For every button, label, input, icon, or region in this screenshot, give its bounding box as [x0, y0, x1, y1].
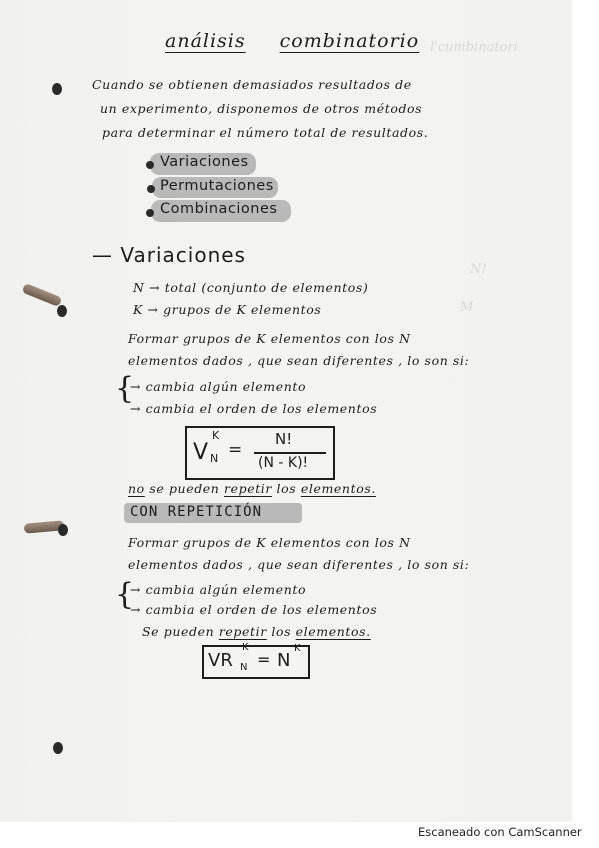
- intro-line-1: Cuando se obtienen demasiados resultados de: [92, 77, 412, 92]
- definition-n: N → total (conjunto de elementos): [133, 280, 369, 295]
- brace: {: [115, 371, 135, 406]
- binder-hole: [52, 83, 62, 95]
- variaciones-note: [128, 481, 376, 496]
- bullet-point: [147, 185, 155, 193]
- intro-line-3: para determinar el número total de resultados.: [102, 125, 429, 140]
- section-heading-variaciones: — Variaciones: [92, 243, 246, 267]
- note-text: los: [266, 624, 296, 639]
- fraction-bar: [254, 452, 326, 454]
- variaciones-condition-2: → cambia el orden de los elementos: [130, 401, 378, 416]
- scanner-watermark: Escaneado con CamScanner: [418, 825, 582, 839]
- variaciones-desc-line-2: elementos dados , que sean diferentes , lo son si:: [128, 353, 470, 368]
- repeticion-condition-2: → cambia el orden de los elementos: [130, 602, 378, 617]
- formula-vr-rhs-sup: K: [294, 643, 301, 654]
- note-text: Se pueden: [142, 624, 219, 639]
- note-repetir: repetir: [218, 624, 267, 639]
- formula-v-denominator: (N - K)!: [258, 455, 309, 471]
- formula-v-numerator: N!: [275, 430, 293, 448]
- bleed-through-mark: l'cumbinatori: [430, 40, 518, 55]
- formula-v-sub: N: [210, 452, 219, 465]
- definition-k: K → grupos de K elementos: [133, 302, 322, 317]
- binder-hole: [58, 524, 68, 536]
- formula-v-sup: K: [212, 429, 220, 442]
- section-heading-con-repeticion: CON REPETICIÓN: [130, 504, 263, 520]
- formula-vr-base: VR: [208, 650, 233, 671]
- formula-v-equals: =: [228, 440, 243, 460]
- note-text: se pueden: [144, 481, 225, 496]
- repeticion-note: [142, 624, 371, 639]
- binder-ring: [22, 283, 63, 307]
- bleed-through-mark: M: [460, 300, 474, 315]
- method-variaciones: Variaciones: [160, 154, 249, 170]
- variaciones-desc-line-1: Formar grupos de K elementos con los N: [128, 331, 411, 346]
- note-no: no: [128, 481, 145, 496]
- binder-hole: [57, 305, 67, 317]
- formula-v-base: V: [193, 440, 209, 465]
- page-title: [165, 30, 419, 52]
- repeticion-condition-1: → cambia algún elemento: [130, 582, 307, 597]
- formula-vr-sub: N: [240, 662, 248, 673]
- note-elementos: elementos.: [295, 624, 371, 639]
- repeticion-desc-line-2: elementos dados , que sean diferentes , lo son si:: [128, 557, 470, 572]
- intro-line-2: un experimento, disponemos de otros métodos: [100, 101, 423, 116]
- binder-hole: [53, 742, 63, 754]
- note-text: los: [271, 481, 301, 496]
- note-elementos: elementos.: [300, 481, 376, 496]
- bullet-point: [146, 209, 154, 217]
- title-word-1: análisis: [165, 30, 246, 52]
- bleed-through-mark: N!: [470, 262, 487, 277]
- method-combinaciones: Combinaciones: [160, 201, 278, 217]
- formula-vr-rhs: N: [277, 650, 291, 671]
- repeticion-desc-line-1: Formar grupos de K elementos con los N: [128, 535, 411, 550]
- method-permutaciones: Permutaciones: [160, 178, 274, 194]
- formula-vr-equals: =: [257, 650, 271, 669]
- formula-vr-sup: K: [242, 642, 249, 653]
- bullet-point: [146, 161, 154, 169]
- brace: {: [115, 577, 135, 612]
- title-word-2: combinatorio: [279, 30, 420, 52]
- variaciones-condition-1: → cambia algún elemento: [130, 379, 307, 394]
- note-repetir: repetir: [224, 481, 272, 496]
